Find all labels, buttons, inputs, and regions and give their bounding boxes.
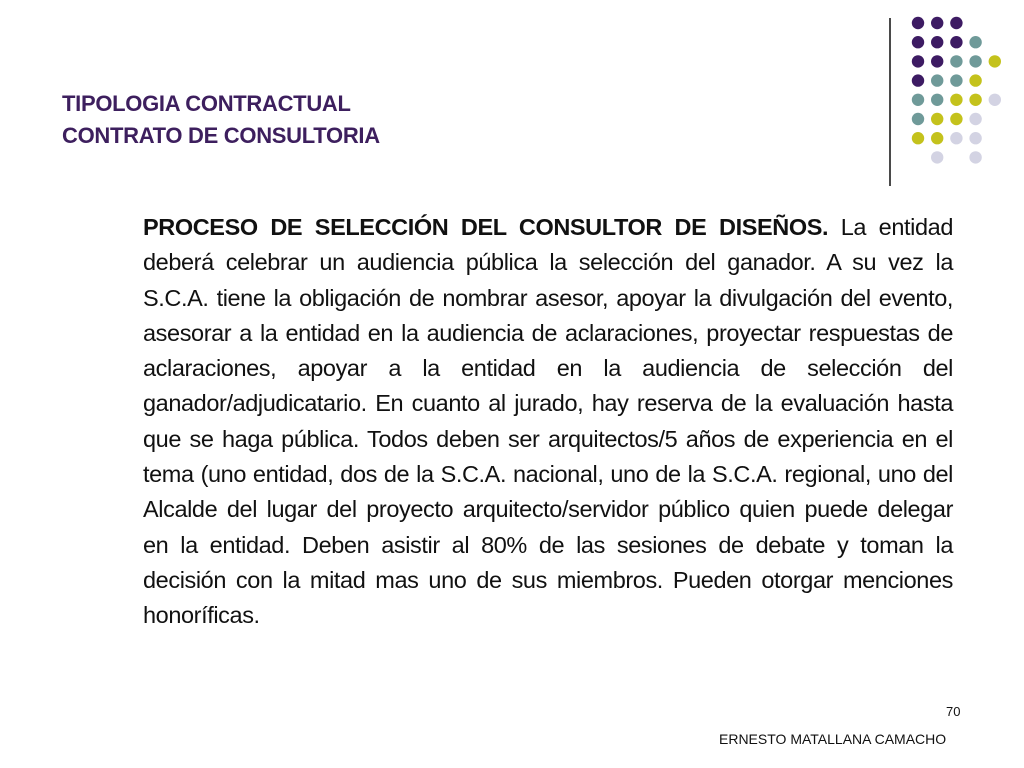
decorative-dot <box>969 36 981 48</box>
author-footer: ERNESTO MATALLANA CAMACHO <box>719 731 947 747</box>
vertical-divider <box>889 18 891 186</box>
body-lead-heading: PROCESO DE SELECCIÓN DEL CONSULTOR DE DISEÑOS. <box>143 214 829 240</box>
decorative-dot <box>931 74 943 86</box>
body-paragraph <box>143 210 953 634</box>
decorative-dot <box>931 132 943 144</box>
title-line-2: CONTRATO DE CONSULTORIA <box>62 123 380 148</box>
decorative-dot <box>969 94 981 106</box>
decorative-dot <box>931 55 943 67</box>
title-line-1: TIPOLOGIA CONTRACTUAL <box>62 91 351 116</box>
decorative-dot <box>912 132 924 144</box>
decorative-dot <box>950 36 962 48</box>
decorative-dot <box>969 151 981 163</box>
decorative-dot <box>931 94 943 106</box>
decorative-dot <box>912 36 924 48</box>
decorative-dot <box>950 94 962 106</box>
decorative-dot <box>969 113 981 125</box>
decorative-dot <box>912 113 924 125</box>
decorative-dot <box>950 132 962 144</box>
decorative-dot <box>912 94 924 106</box>
page-number: 70 <box>946 704 961 719</box>
decorative-dot <box>912 74 924 86</box>
body-paragraph-text: La entidad deberá celebrar un audiencia pública la selección del ganador. A su vez la S.C.A. tiene la obligación de nombrar asesor, apoyar la divulgación del evento, asesorar a la entidad en la audiencia de aclaraciones, proyectar respuestas de aclaraciones, apoyar a la entidad en la audiencia de selección del ganador/adjudicatario. En cuanto al jurado, hay reserva de la evaluación hasta que se haga pública. Todos deben ser arquitectos/5 años de experiencia en el tema (uno entidad, dos de la S.C.A. nacional, uno de la S.C.A. regional, uno del Alcalde del lugar del proyecto arquitecto/servidor público quien puede delegar en la entidad. Deben asistir al 80% de las sesiones de debate y toman la decisión con la mitad mas uno de sus miembros. Pueden otorgar menciones honoríficas. <box>143 214 953 629</box>
decorative-dot <box>969 55 981 67</box>
decorative-dot <box>989 55 1001 67</box>
decorative-dot <box>912 17 924 29</box>
decorative-dot <box>989 94 1001 106</box>
decorative-dot <box>950 113 962 125</box>
decorative-dot <box>969 132 981 144</box>
decorative-dot <box>950 74 962 86</box>
decorative-dot <box>912 55 924 67</box>
decorative-dot <box>950 17 962 29</box>
slide-title <box>62 88 380 152</box>
decorative-dot <box>950 55 962 67</box>
decorative-dot <box>931 36 943 48</box>
decorative-dot <box>931 151 943 163</box>
decorative-dot <box>931 113 943 125</box>
decorative-dot <box>969 74 981 86</box>
decorative-dot <box>931 17 943 29</box>
